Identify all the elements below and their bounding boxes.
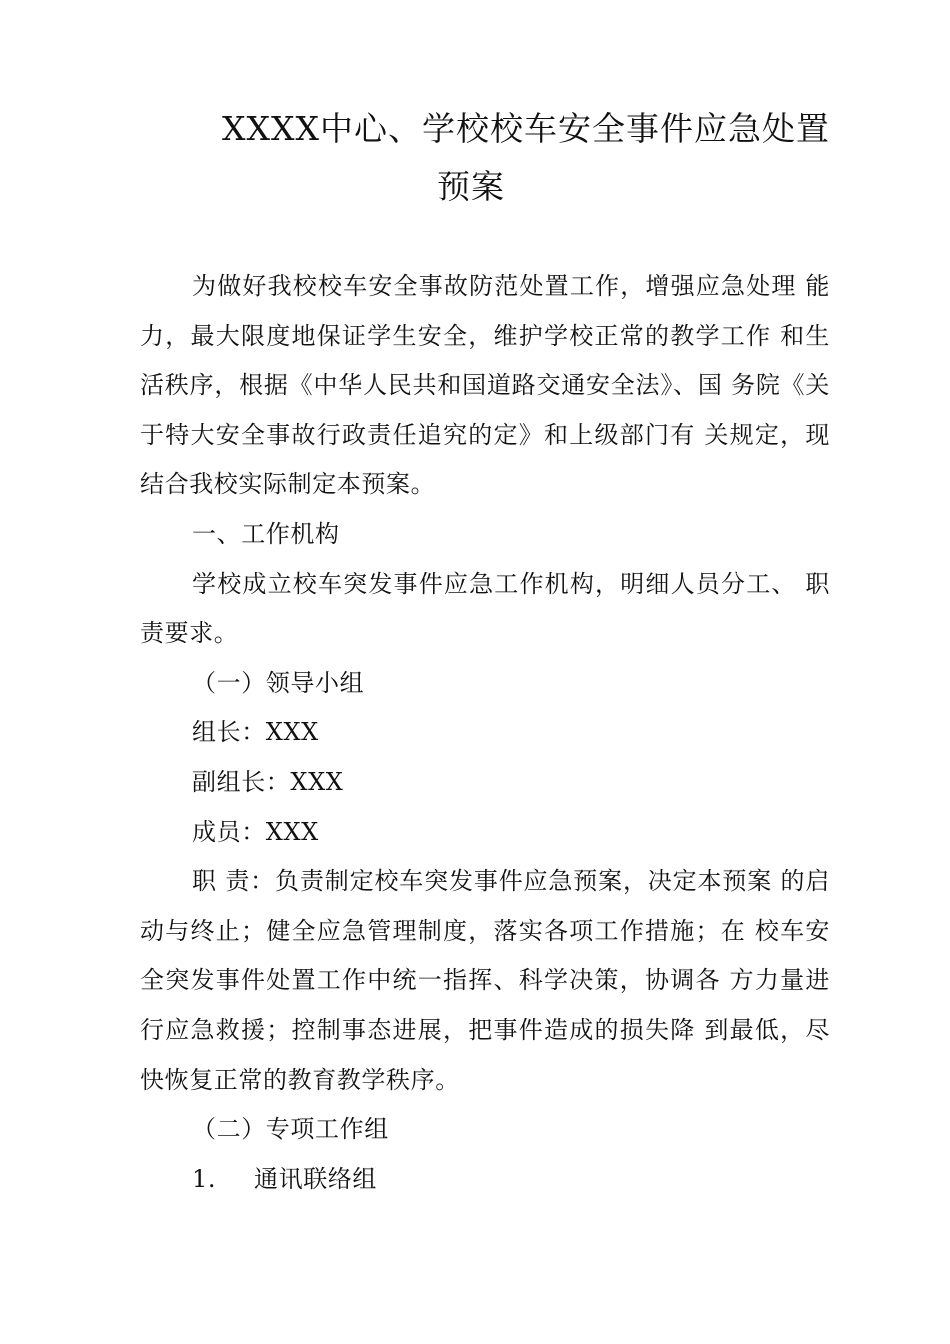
intro-paragraph: 为做好我校校车安全事故防范处置工作，增强应急处理 能力，最大限度地保证学生安全，维护学校正常的教学工作 和生活秩序，根据《中华人民共和国道路交通安全法》、国 务院《关于特大安全事故行政责任追究的定》和上级部门有 关规定，现结合我校实际制定本预案。 xyxy=(140,272,830,499)
section-heading-organization: 一、工作机构 xyxy=(192,519,340,548)
group-members: 成员：XXX xyxy=(192,817,319,846)
duties-paragraph: 职 责：负责制定校车突发事件应急预案，决定本预案 的启动与终止；健全应急管理制度，落实各项工作措施；在 校车安全突发事件处置工作中统一指挥、科学决策，协调各 方力量进行应急救援；控制事态进展，把事件造成的损失降 到最低，尽快恢复正常的教育教学秩序。 xyxy=(140,867,830,1094)
organization-paragraph: 学校成立校车突发事件应急工作机构，明细人员分工、 职责要求。 xyxy=(140,569,830,648)
leadership-group-heading: （一）领导小组 xyxy=(192,668,365,697)
list-item-label: 通讯联络组 xyxy=(254,1164,377,1193)
title-line-2: 预案 xyxy=(437,167,505,206)
document-title xyxy=(140,100,830,216)
title-line-1: XXXX中心、学校校车安全事件应急处置 xyxy=(222,109,830,148)
list-item-number: 1. xyxy=(192,1164,217,1193)
list-item-communication-group xyxy=(140,1155,830,1205)
group-leader: 组长：XXX xyxy=(192,718,319,747)
vice-group-leader: 副组长：XXX xyxy=(192,767,344,796)
document-body xyxy=(140,262,830,1204)
special-groups-heading: （二）专项工作组 xyxy=(192,1115,389,1144)
